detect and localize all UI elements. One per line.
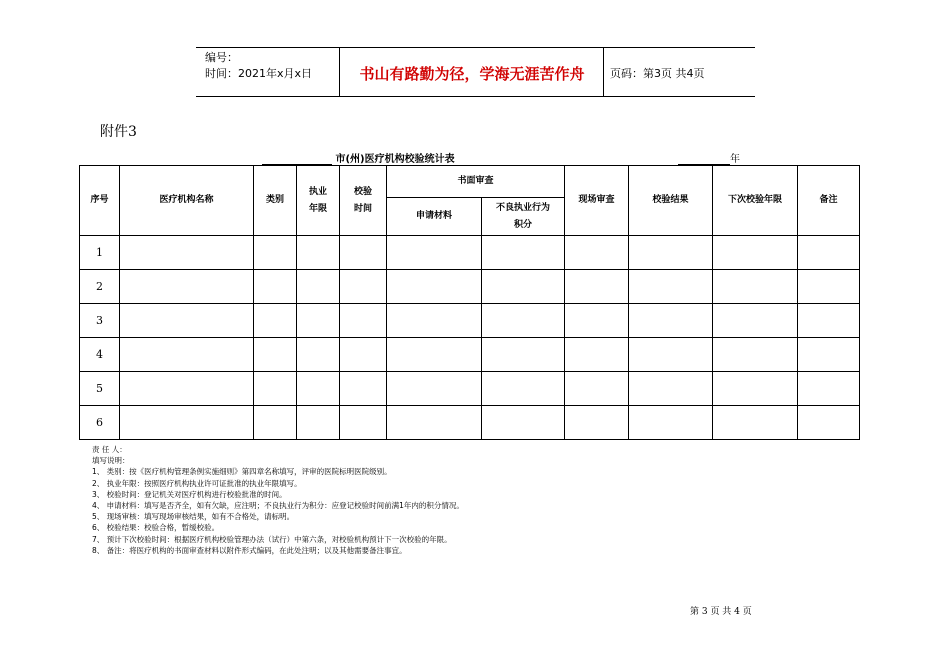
note-line: 5、 现场审核：填写现场审核结果，如有不合格处，请标明。 (92, 512, 295, 522)
cell (565, 270, 629, 304)
region-blank (262, 154, 332, 165)
page-label: 页码：第3页 共4页 (610, 67, 705, 80)
cell (254, 406, 297, 440)
header-name: 医疗机构名称 (120, 166, 254, 236)
header-check-time (340, 166, 387, 236)
header-onsite-review: 现场审查 (565, 166, 629, 236)
cell (340, 406, 387, 440)
note-line: 6、 校验结果：校验合格，暂缓校验。 (92, 523, 220, 533)
cell (798, 338, 860, 372)
cell (565, 372, 629, 406)
cell (713, 236, 798, 270)
header-practice-years (297, 166, 340, 236)
cell (565, 304, 629, 338)
cell (120, 372, 254, 406)
table-row (80, 304, 860, 338)
cell (482, 236, 565, 270)
row-number: 1 (80, 236, 120, 270)
fill-instructions (92, 444, 464, 556)
header-bad-behavior (482, 198, 565, 236)
note-line: 4、 申请材料：填写是否齐全，如有欠缺，应注明；不良执业行为积分：应登记校验时间前满1年内的积分情况。 (92, 501, 464, 511)
row-number: 3 (80, 304, 120, 338)
cell (297, 236, 340, 270)
header-written-review: 书面审查 (387, 166, 565, 198)
cell (713, 304, 798, 338)
note-line: 7、 预计下次校验时间：根据医疗机构校验管理办法（试行）中第六条，对校验机构预计下一次校验的年限。 (92, 534, 452, 544)
cell (340, 372, 387, 406)
header-practice-years-line2: 年限 (308, 203, 327, 214)
cell (297, 338, 340, 372)
cell (387, 270, 482, 304)
cell (629, 270, 713, 304)
cell (387, 406, 482, 440)
cell (798, 236, 860, 270)
header-practice-years-line1: 执业 (308, 186, 327, 197)
note-line: 责 任 人： (92, 445, 127, 454)
cell (482, 372, 565, 406)
header-meta (205, 50, 312, 82)
serial-label: 编号： (205, 51, 238, 64)
header-divider-left (339, 47, 340, 97)
header-bad-behavior-line1: 不良执业行为 (495, 202, 550, 213)
cell (340, 270, 387, 304)
row-number: 5 (80, 372, 120, 406)
cell (387, 236, 482, 270)
cell (629, 406, 713, 440)
page-footer: 第 3 页 共 4 页 (690, 607, 752, 617)
cell (340, 304, 387, 338)
cell (798, 406, 860, 440)
cell (254, 304, 297, 338)
cell (254, 236, 297, 270)
cell (713, 270, 798, 304)
header-top-rule (196, 47, 755, 48)
cell (629, 338, 713, 372)
table-row (80, 372, 860, 406)
cell (713, 338, 798, 372)
title-text: 市(州)医疗机构校验统计表 (335, 154, 455, 165)
row-number: 6 (80, 406, 120, 440)
header-check-time-line2: 时间 (353, 203, 372, 214)
header-category: 类别 (254, 166, 297, 236)
cell (629, 372, 713, 406)
cell (565, 236, 629, 270)
cell (565, 338, 629, 372)
cell (798, 270, 860, 304)
note-line: 2、 执业年限：按照医疗机构执业许可证批准的执业年限填写。 (92, 478, 302, 488)
cell (254, 372, 297, 406)
cell (387, 304, 482, 338)
motto: 书山有路勤为径，学海无涯苦作舟 (359, 65, 585, 83)
cell (798, 304, 860, 338)
header-divider-right (603, 47, 604, 97)
cell (798, 372, 860, 406)
note-line: 3、 校验时间：登记机关对医疗机构进行校验批准的时间。 (92, 489, 287, 499)
cell (629, 236, 713, 270)
table-title (262, 150, 455, 165)
year-blank (678, 154, 730, 165)
year-field (678, 150, 740, 165)
table-row (80, 338, 860, 372)
table-row (80, 270, 860, 304)
cell (254, 338, 297, 372)
header-remarks: 备注 (798, 166, 860, 236)
header-result: 校验结果 (629, 166, 713, 236)
table-row (80, 236, 860, 270)
header-bottom-rule (196, 96, 755, 97)
cell (297, 304, 340, 338)
cell (482, 304, 565, 338)
cell (482, 270, 565, 304)
cell (565, 406, 629, 440)
cell (254, 270, 297, 304)
cell (297, 406, 340, 440)
table-row (80, 406, 860, 440)
row-number: 2 (80, 270, 120, 304)
cell (120, 270, 254, 304)
header-seq: 序号 (80, 166, 120, 236)
cell (340, 236, 387, 270)
cell (387, 338, 482, 372)
row-number: 4 (80, 338, 120, 372)
header-bad-behavior-line2: 积分 (513, 219, 532, 230)
cell (120, 406, 254, 440)
cell (387, 372, 482, 406)
year-suffix: 年 (730, 154, 740, 165)
cell (629, 304, 713, 338)
attachment-label: 附件3 (100, 124, 137, 140)
header-check-time-line1: 校验 (353, 186, 372, 197)
cell (120, 236, 254, 270)
note-line: 8、 备注：将医疗机构的书面审查材料以附件形式编码，在此处注明；以及其他需要备注事宜。 (92, 545, 407, 555)
cell (482, 338, 565, 372)
cell (120, 304, 254, 338)
note-line: 1、 类别：按《医疗机构管理条例实施细则》第四章名称填写，评审的医院标明医院级别。 (92, 467, 392, 477)
statistics-table (79, 165, 860, 440)
header-application: 申请材料 (387, 198, 482, 236)
note-line: 填写说明： (92, 456, 130, 466)
cell (297, 372, 340, 406)
cell (713, 372, 798, 406)
cell (713, 406, 798, 440)
time-label: 时间：2021年x月x日 (205, 67, 313, 80)
cell (120, 338, 254, 372)
cell (340, 338, 387, 372)
cell (297, 270, 340, 304)
cell (482, 406, 565, 440)
header-next-years: 下次校验年限 (713, 166, 798, 236)
